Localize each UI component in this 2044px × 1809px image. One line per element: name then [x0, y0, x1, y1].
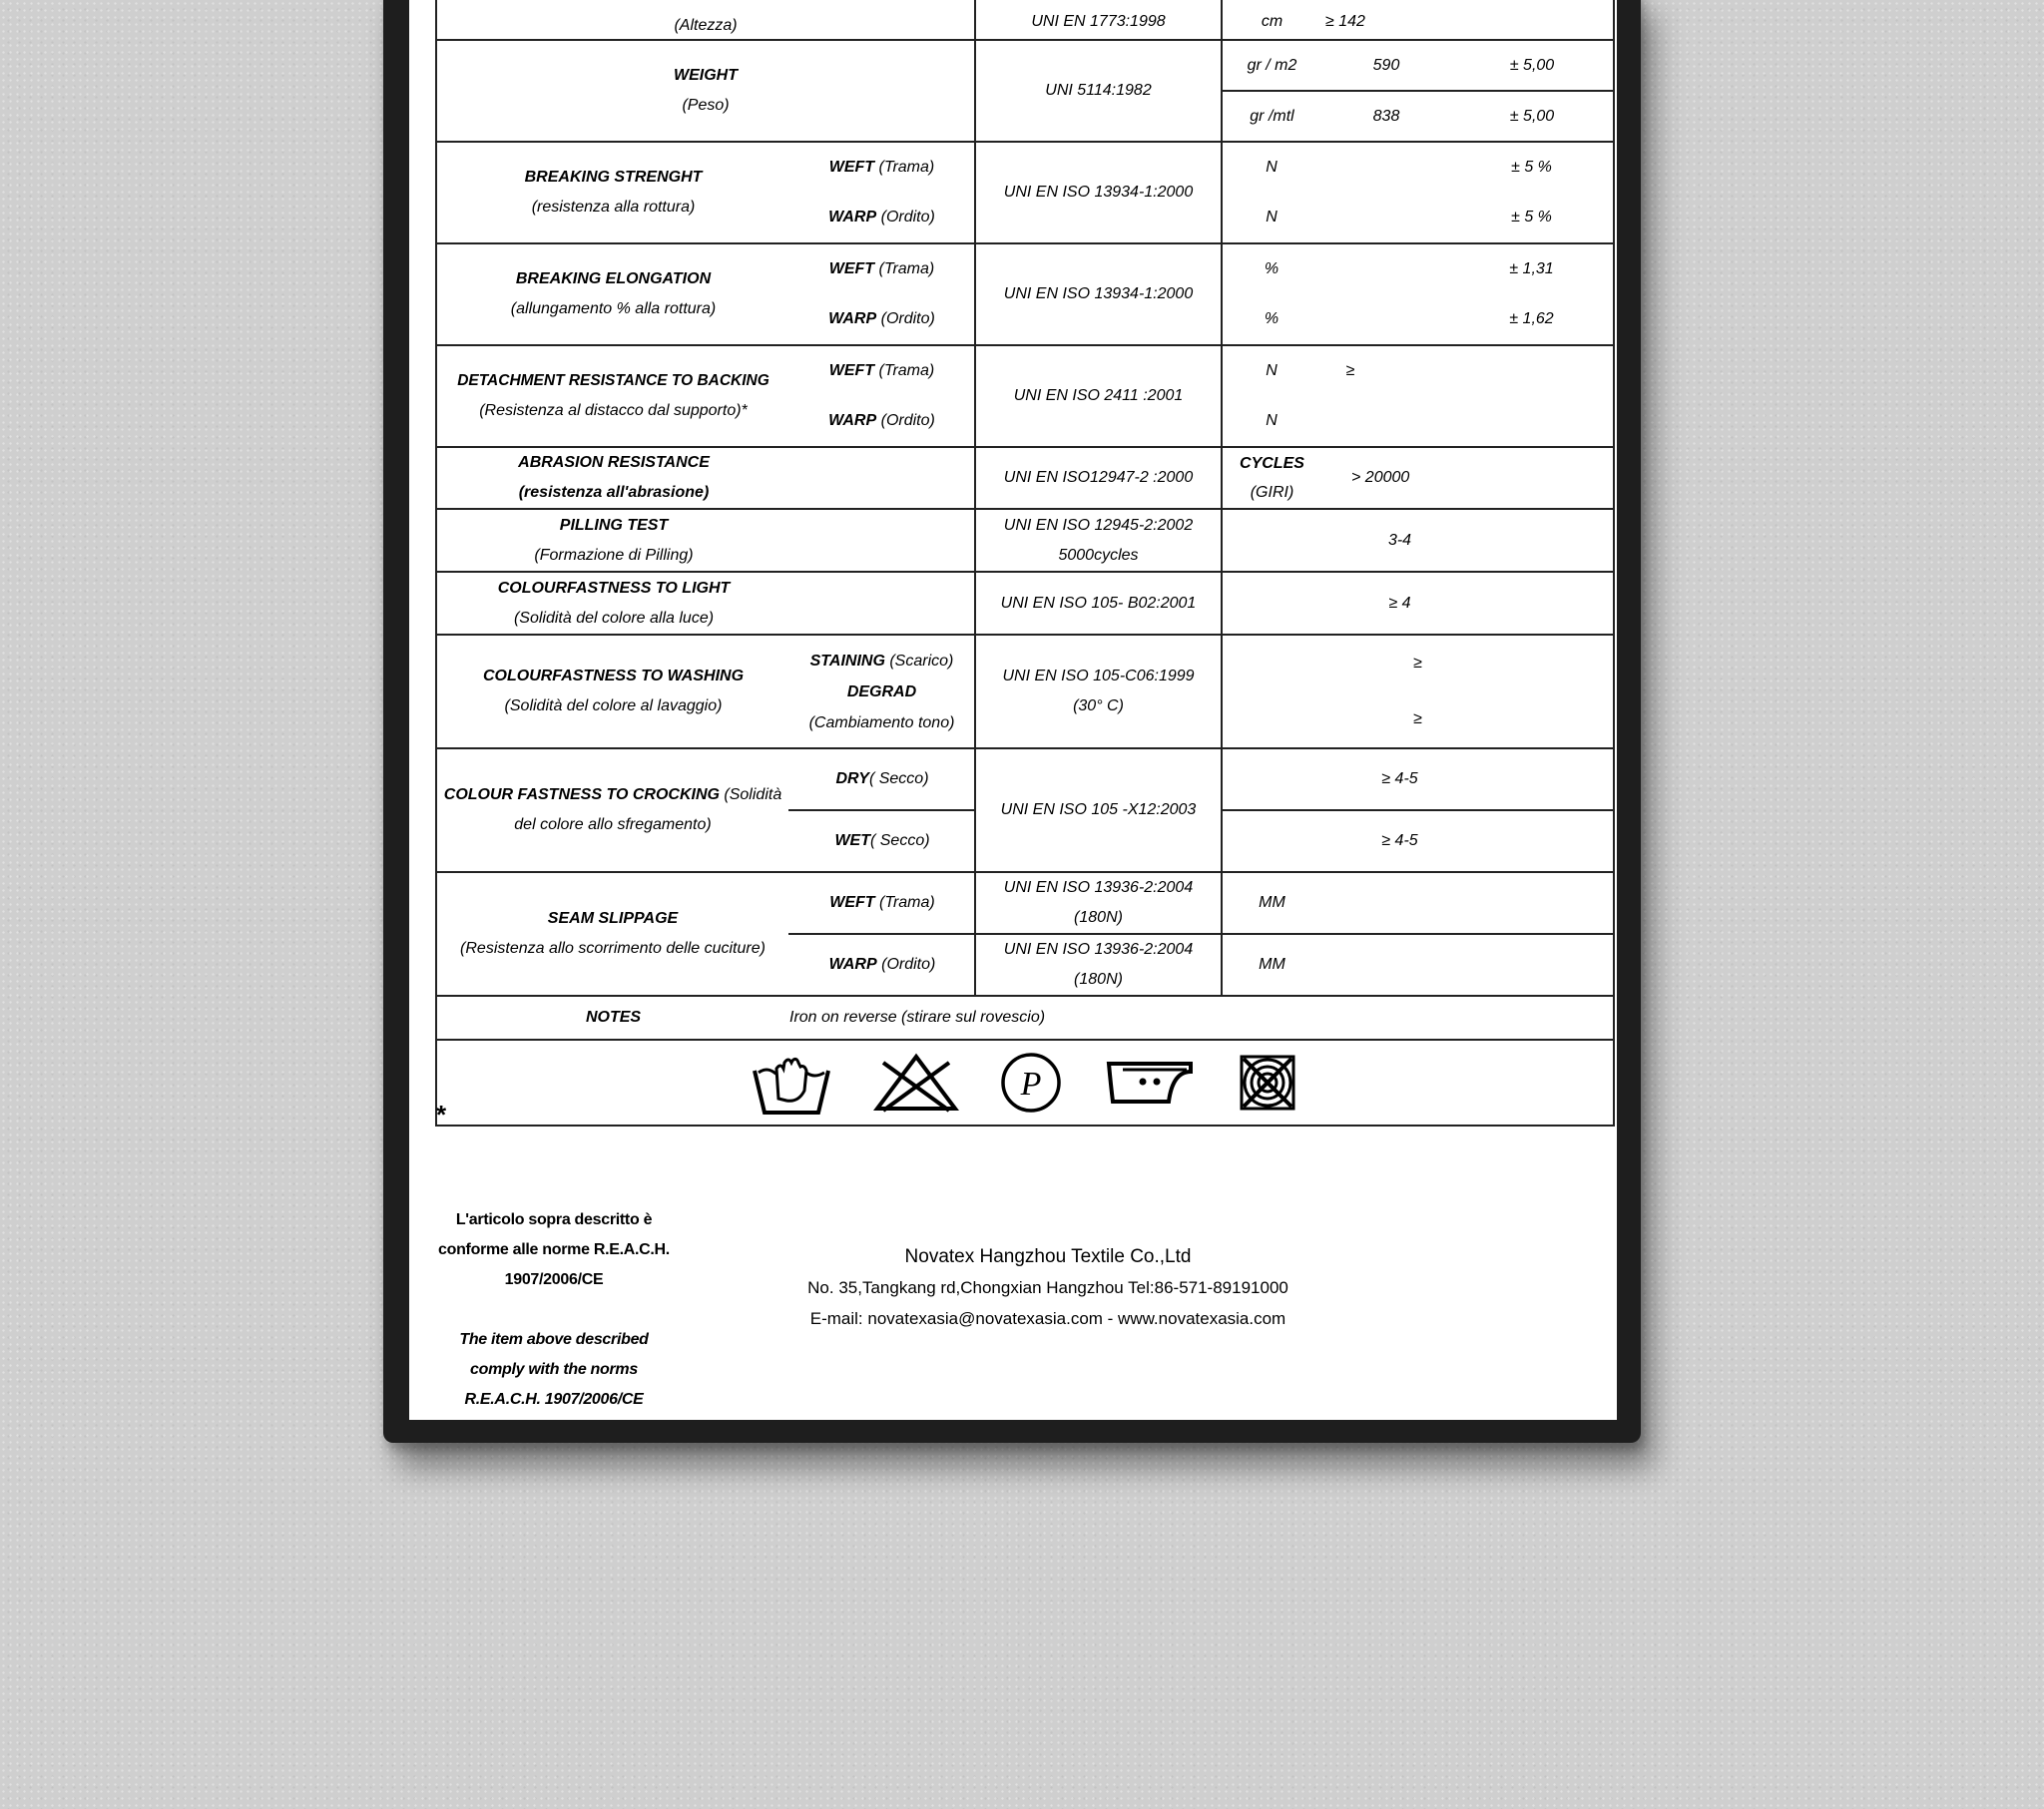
- wa-dir1-it: (Scarico): [889, 652, 954, 670]
- ss-standard1: UNI EN ISO 13936-2:2004: [1003, 879, 1194, 896]
- ss-name-it: (Resistenza allo scorrimento delle cuciture): [460, 940, 766, 957]
- cr-name-it: (Solidità del colore allo sfregamento): [514, 786, 782, 833]
- company-address: No. 35,Tangkang rd,Chongxian Hangzhou Tel:86-571-89191000: [807, 1278, 1288, 1297]
- dt-name: DETACHMENT RESISTANCE TO BACKING: [457, 372, 769, 389]
- height-value: ≥ 142: [1321, 0, 1614, 40]
- bs-values: [1222, 142, 1614, 243]
- cr-value1: ≥ 4-5: [1222, 748, 1614, 810]
- lt-name-it: (Solidità del colore alla luce): [513, 609, 715, 627]
- pl-standard2: 5000cycles: [1058, 546, 1139, 564]
- ss-name-cell: [436, 872, 789, 996]
- pl-name-it: (Formazione di Pilling): [534, 546, 694, 564]
- weight-tol1: ± 5,00: [1451, 40, 1614, 91]
- weight-value1: 590: [1321, 40, 1451, 91]
- reach-en-line: comply with the norms: [470, 1361, 638, 1378]
- be-name: BREAKING ELONGATION: [515, 270, 712, 287]
- row-height: [436, 0, 1614, 40]
- ss-standard1b: (180N): [1074, 909, 1123, 926]
- weight-value2: 838: [1321, 91, 1451, 142]
- bs-dir1: WEFT: [828, 159, 875, 176]
- be-dir2-it: (Ordito): [880, 310, 935, 327]
- row-washing: [436, 635, 1614, 748]
- ss-dir1: WEFT: [829, 894, 875, 911]
- ss-dir2-it: (Ordito): [881, 956, 936, 973]
- ab-unit-cell: [1222, 447, 1321, 509]
- height-name: [436, 0, 975, 40]
- company-info: [788, 1241, 1307, 1334]
- care-symbols: [436, 1040, 1614, 1126]
- row-care-symbols: [436, 1040, 1614, 1126]
- row-pilling: [436, 509, 1614, 572]
- row-breaking-elongation: [436, 243, 1614, 345]
- row-notes: [436, 996, 1614, 1040]
- bs-unit2: N: [1266, 209, 1278, 226]
- ab-value: > 20000: [1321, 447, 1614, 509]
- cr-dir2: WET: [834, 832, 870, 849]
- be-tol1: ± 1,31: [1509, 260, 1554, 277]
- ss-dir1-cell: [789, 872, 975, 934]
- cr-standard: UNI EN ISO 105 -X12:2003: [975, 748, 1222, 872]
- ab-unit-it: (GIRI): [1250, 484, 1294, 501]
- row-light: [436, 572, 1614, 635]
- do-not-tumble-dry-icon: [1236, 1051, 1299, 1115]
- height-unit: cm: [1222, 0, 1321, 40]
- wa-standard-cell: [975, 635, 1222, 748]
- ab-unit: CYCLES: [1240, 455, 1304, 472]
- weight-unit2: gr /mtl: [1222, 91, 1321, 142]
- cr-dir1: DRY: [835, 770, 869, 787]
- be-dir2: WARP: [828, 310, 877, 327]
- wa-dir2-it: (Cambiamento tono): [808, 713, 955, 731]
- cr-dir1-it: ( Secco): [868, 770, 929, 787]
- bs-name: BREAKING STRENGHT: [524, 169, 703, 186]
- height-name-it: (Altezza): [674, 17, 738, 34]
- ss-standard1-cell: [975, 872, 1222, 934]
- bs-dir2: WARP: [828, 209, 877, 226]
- cr-name: COLOUR FASTNESS TO CROCKING: [443, 786, 720, 803]
- cr-dir2-it: ( Secco): [869, 832, 930, 849]
- height-standard: UNI EN 1773:1998: [975, 0, 1222, 40]
- iron-low-icon: [1103, 1058, 1195, 1108]
- weight-name: WEIGHT: [674, 67, 738, 84]
- dt-unit1: N: [1266, 362, 1278, 379]
- be-dir1-it: (Trama): [878, 260, 935, 277]
- ss-standard2: UNI EN ISO 13936-2:2004: [1003, 941, 1194, 958]
- pl-name: PILLING TEST: [559, 516, 669, 534]
- dt-dir2: WARP: [828, 412, 877, 429]
- be-directions: [789, 243, 975, 345]
- footnote-mark: *: [436, 1100, 447, 1130]
- pl-standard: UNI EN ISO 12945-2:2002: [1003, 516, 1194, 534]
- company-contact: E-mail: novatexasia@novatexasia.com - www.novatexasia.com: [809, 1309, 1286, 1328]
- wa-name-it: (Solidità del colore al lavaggio): [504, 697, 723, 714]
- dt-dir2-it: (Ordito): [880, 412, 935, 429]
- ss-standard2-cell: [975, 934, 1222, 996]
- ss-unit2: MM: [1222, 934, 1321, 996]
- bs-unit1: N: [1266, 159, 1278, 176]
- reach-en-line: The item above described: [459, 1331, 649, 1348]
- ss-dir1-it: (Trama): [879, 894, 935, 911]
- bs-dir1-it: (Trama): [878, 159, 935, 176]
- row-seam-1: [436, 872, 1614, 934]
- dt-values: [1222, 345, 1614, 447]
- dt-name-it: (Resistenza al distacco dal supporto)*: [479, 402, 748, 419]
- be-name-it: (allungamento % alla rottura): [510, 300, 717, 317]
- be-name-cell: [436, 243, 789, 345]
- lt-value: ≥ 4: [1222, 572, 1614, 635]
- bs-name-cell: [436, 142, 789, 243]
- weight-unit1: gr / m2: [1222, 40, 1321, 91]
- bs-tol2: ± 5 %: [1511, 209, 1552, 226]
- dt-name-cell: [436, 345, 789, 447]
- reach-statement-it: [419, 1205, 689, 1295]
- reach-statement-en: [419, 1325, 689, 1415]
- pl-name-cell: [436, 509, 975, 572]
- reach-en-line: R.E.A.C.H. 1907/2006/CE: [464, 1391, 644, 1408]
- lt-name-cell: [436, 572, 975, 635]
- bs-tol1: ± 5 %: [1511, 159, 1552, 176]
- dt-standard: UNI EN ISO 2411 :2001: [975, 345, 1222, 447]
- cr-dir1-cell: [789, 748, 975, 810]
- wa-dir1: STAINING: [809, 652, 885, 670]
- dt-dir1-it: (Trama): [878, 362, 935, 379]
- wa-name: COLOURFASTNESS TO WASHING: [482, 668, 745, 684]
- reach-it-line: 1907/2006/CE: [504, 1271, 604, 1288]
- spec-sheet: [409, 0, 1617, 1420]
- dt-value1: ≥: [1345, 362, 1355, 379]
- cr-name-cell: [436, 748, 789, 872]
- notes-label: NOTES: [436, 996, 789, 1040]
- weight-standard: UNI 5114:1982: [975, 40, 1222, 142]
- wa-value2: ≥: [1413, 710, 1422, 727]
- weight-tol2: ± 5,00: [1451, 91, 1614, 142]
- be-standard: UNI EN ISO 13934-1:2000: [975, 243, 1222, 345]
- cr-value2: ≥ 4-5: [1222, 810, 1614, 872]
- lt-name: COLOURFASTNESS TO LIGHT: [497, 579, 731, 597]
- notes-text: Iron on reverse (stirare sul rovescio): [789, 996, 1614, 1040]
- spec-table: [435, 0, 1615, 1127]
- lt-standard: UNI EN ISO 105- B02:2001: [975, 572, 1222, 635]
- cr-dir2-cell: [789, 810, 975, 872]
- reach-it-line: conforme alle norme R.E.A.C.H.: [438, 1241, 670, 1258]
- row-detachment: [436, 345, 1614, 447]
- row-weight-1: [436, 40, 1614, 91]
- row-breaking-strength: [436, 142, 1614, 243]
- be-dir1: WEFT: [828, 260, 875, 277]
- be-unit2: %: [1264, 310, 1279, 327]
- company-name: Novatex Hangzhou Textile Co.,Ltd: [904, 1246, 1192, 1267]
- ss-standard2b: (180N): [1074, 971, 1123, 988]
- be-tol2: ± 1,62: [1509, 310, 1554, 327]
- dry-clean-p-icon: [999, 1051, 1063, 1115]
- do-not-bleach-icon: [873, 1053, 959, 1113]
- row-crocking-1: [436, 748, 1614, 810]
- dt-dir1: WEFT: [828, 362, 875, 379]
- wa-value1: ≥: [1413, 655, 1422, 672]
- ab-name-it: (resistenza all'abrasione): [518, 484, 710, 501]
- reach-it-line: L'articolo sopra descritto è: [455, 1211, 653, 1228]
- wa-directions: [789, 635, 975, 748]
- pl-standard-cell: [975, 509, 1222, 572]
- wa-name-cell: [436, 635, 789, 748]
- weight-name-it: (Peso): [682, 97, 730, 114]
- ab-name: ABRASION RESISTANCE: [518, 454, 710, 471]
- wa-values: [1222, 635, 1614, 748]
- weight-name-cell: [436, 40, 975, 142]
- wa-dir2: DEGRAD: [846, 682, 917, 700]
- ab-name-cell: [436, 447, 975, 509]
- be-unit1: %: [1264, 260, 1279, 277]
- ss-name: SEAM SLIPPAGE: [547, 910, 679, 927]
- bs-name-it: (resistenza alla rottura): [531, 199, 696, 216]
- row-abrasion: [436, 447, 1614, 509]
- ss-dir2: WARP: [828, 956, 877, 973]
- ab-standard: UNI EN ISO12947-2 :2000: [975, 447, 1222, 509]
- wa-standard2: (30° C): [1073, 697, 1124, 714]
- bs-directions: [789, 142, 975, 243]
- bs-dir2-it: (Ordito): [880, 209, 935, 226]
- dt-directions: [789, 345, 975, 447]
- hand-wash-icon: [751, 1049, 832, 1117]
- ss-unit1: MM: [1222, 872, 1321, 934]
- be-values: [1222, 243, 1614, 345]
- ss-dir2-cell: [789, 934, 975, 996]
- svg-text:P: P: [1020, 1066, 1042, 1103]
- pl-value: 3-4: [1222, 509, 1614, 572]
- dt-unit2: N: [1266, 412, 1278, 429]
- bs-standard: UNI EN ISO 13934-1:2000: [975, 142, 1222, 243]
- wa-standard: UNI EN ISO 105-C06:1999: [1002, 668, 1195, 684]
